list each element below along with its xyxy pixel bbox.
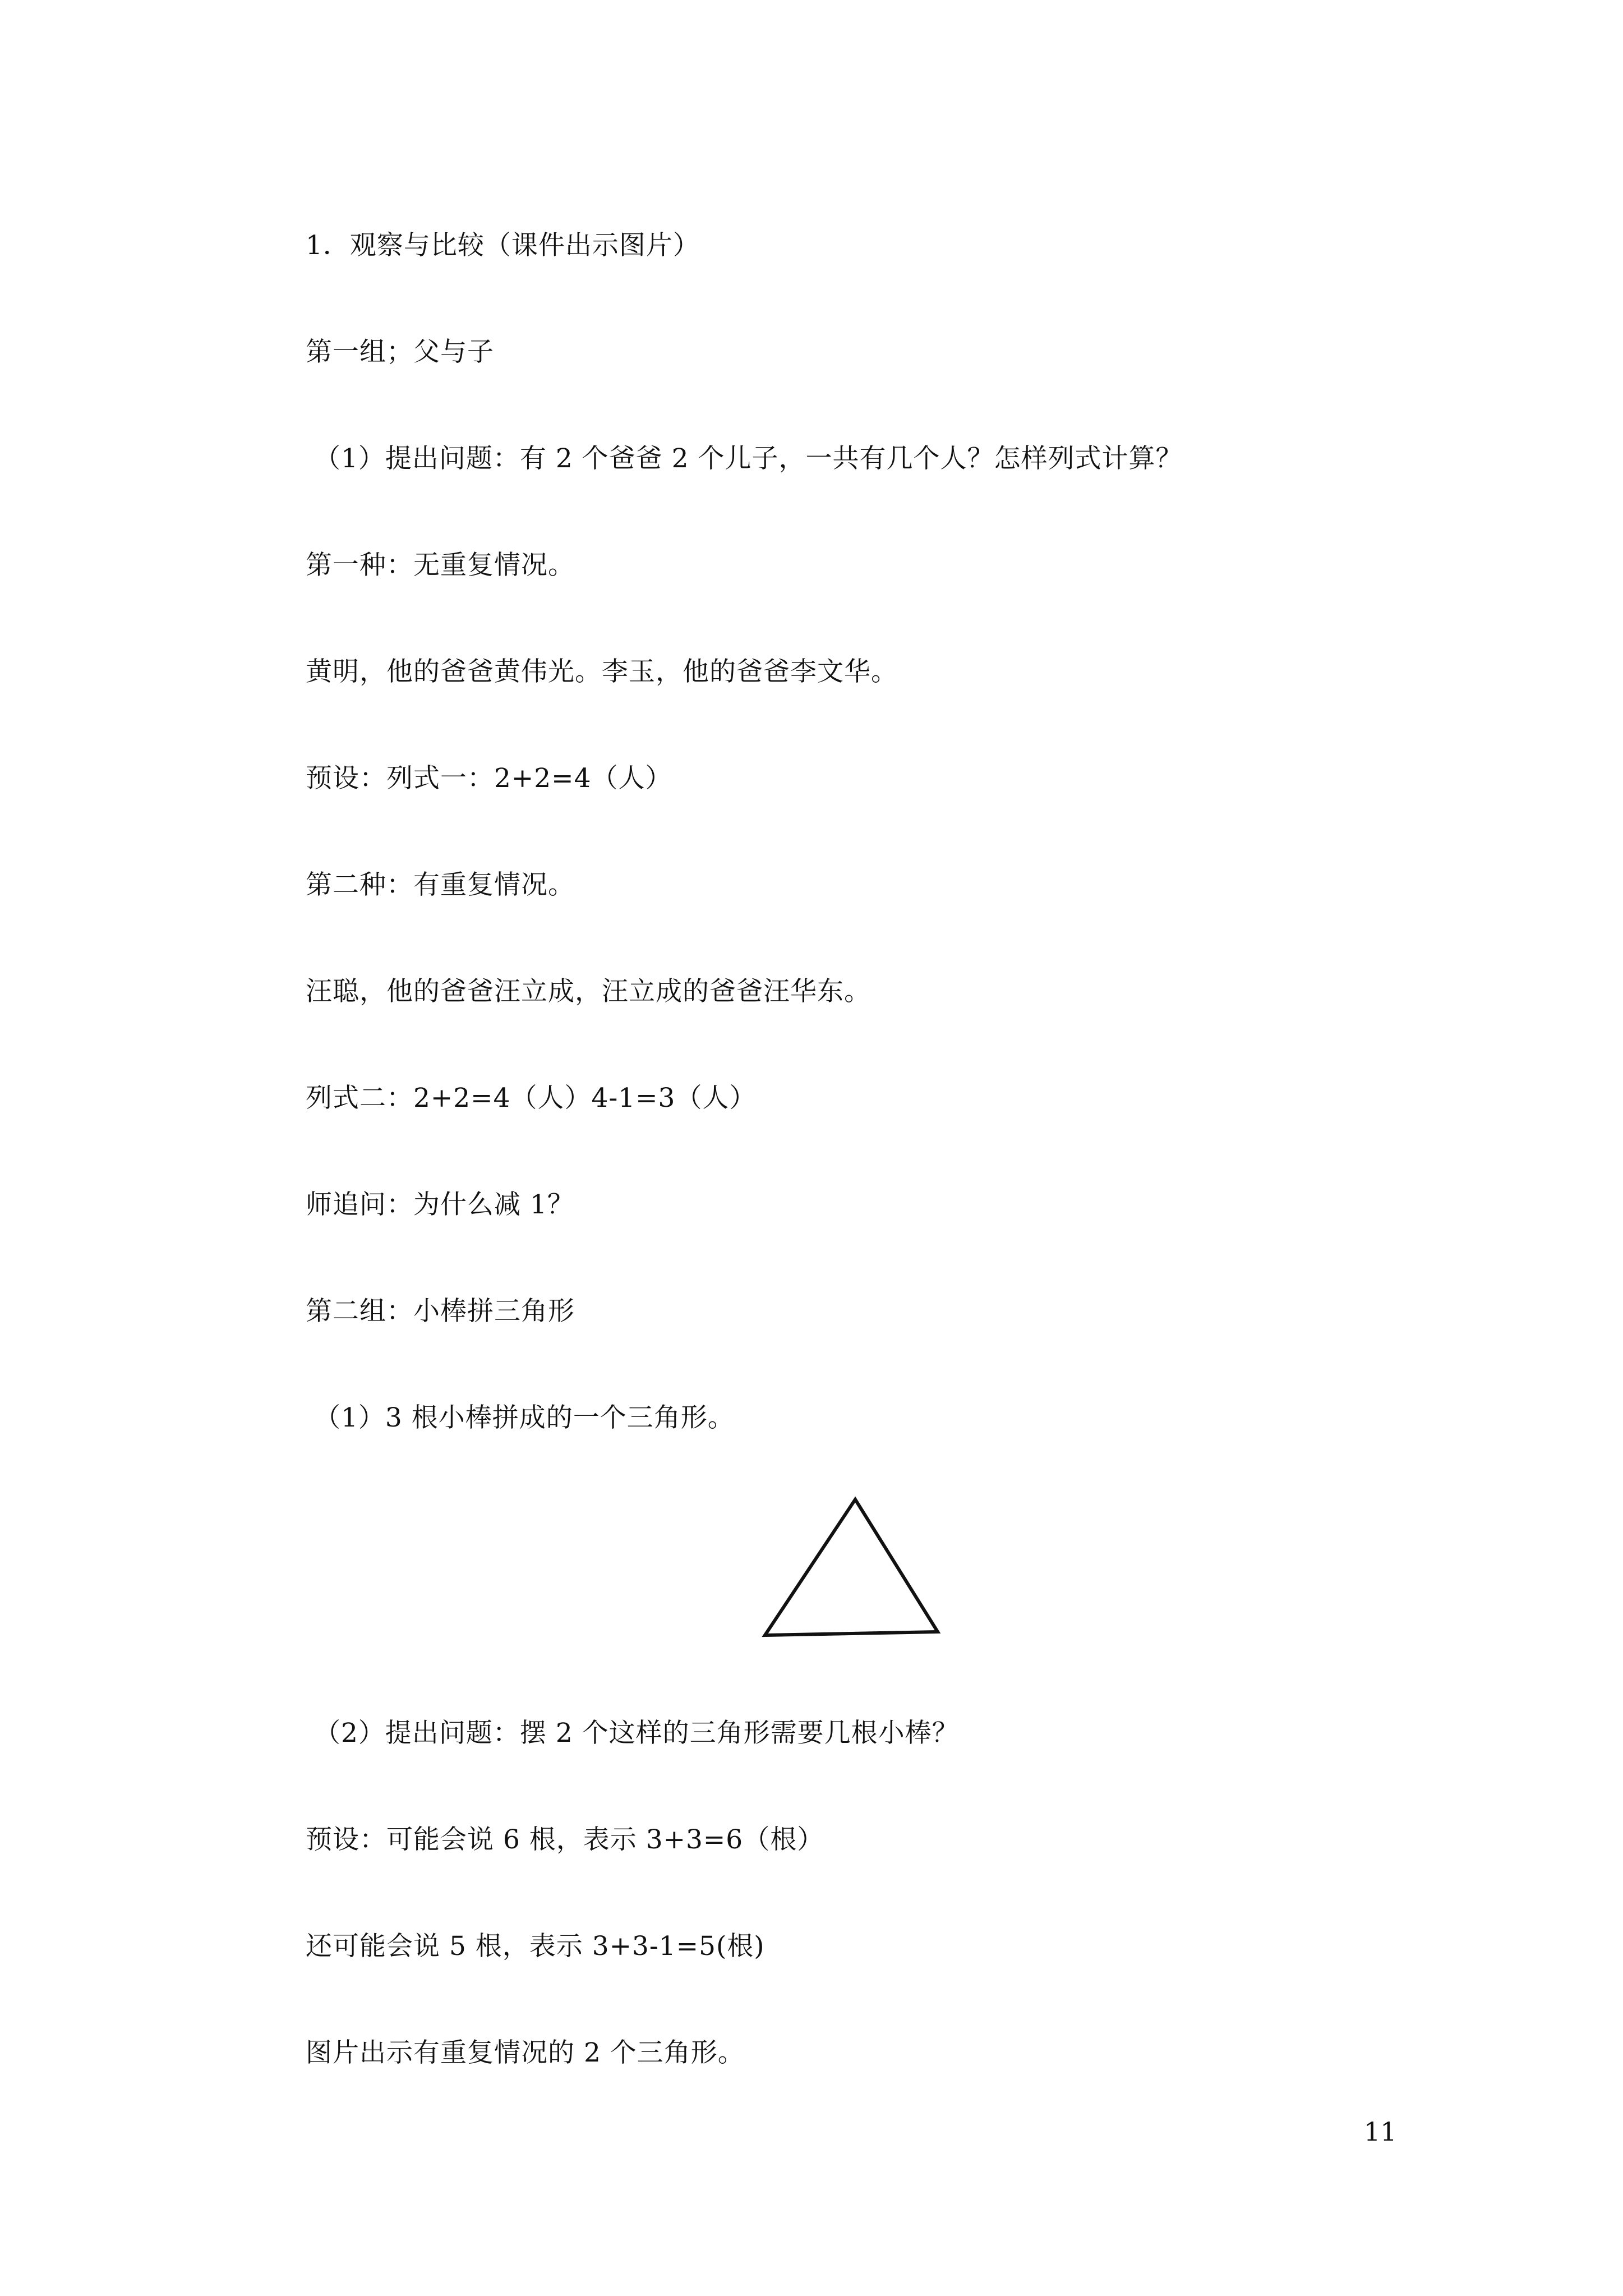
text-line-example-two: 汪聪，他的爸爸汪立成，汪立成的爸爸汪华东。 — [306, 976, 871, 1007]
text-line-preset-six: 预设：可能会说 6 根，表示 3+3=6（根） — [306, 1824, 824, 1855]
triangle-shape — [765, 1499, 938, 1635]
triangle-figure — [757, 1495, 942, 1646]
text-line-example-one: 黄明，他的爸爸黄伟光。李玉，他的爸爸李文华。 — [306, 656, 898, 687]
text-line-observe-compare: 1．观察与比较（课件出示图片） — [306, 230, 700, 261]
text-line-preset-five: 还可能会说 5 根，表示 3+3-1=5(根) — [306, 1931, 765, 1962]
text-line-case-two: 第二种：有重复情况。 — [306, 869, 575, 900]
text-line-picture-shows: 图片出示有重复情况的 2 个三角形。 — [306, 2037, 745, 2068]
text-line-case-one: 第一种：无重复情况。 — [306, 550, 575, 581]
page-number: 11 — [1364, 2116, 1397, 2147]
text-line-formula-two: 列式二：2+2=4（人）4-1=3（人） — [306, 1083, 757, 1114]
text-line-triangle-sticks: （1）3 根小棒拼成的一个三角形。 — [314, 1402, 735, 1433]
text-line-question-one: （1）提出问题：有 2 个爸爸 2 个儿子，一共有几个人？怎样列式计算？ — [314, 443, 1183, 474]
text-line-teacher-question: 师追问：为什么减 1？ — [306, 1189, 574, 1220]
text-line-question-two: （2）提出问题：摆 2 个这样的三角形需要几根小棒？ — [314, 1718, 959, 1749]
text-line-group-one: 第一组；父与子 — [306, 337, 494, 367]
text-line-formula-one: 预设：列式一：2+2=4（人） — [306, 763, 672, 794]
text-line-group-two: 第二组：小棒拼三角形 — [306, 1296, 575, 1327]
